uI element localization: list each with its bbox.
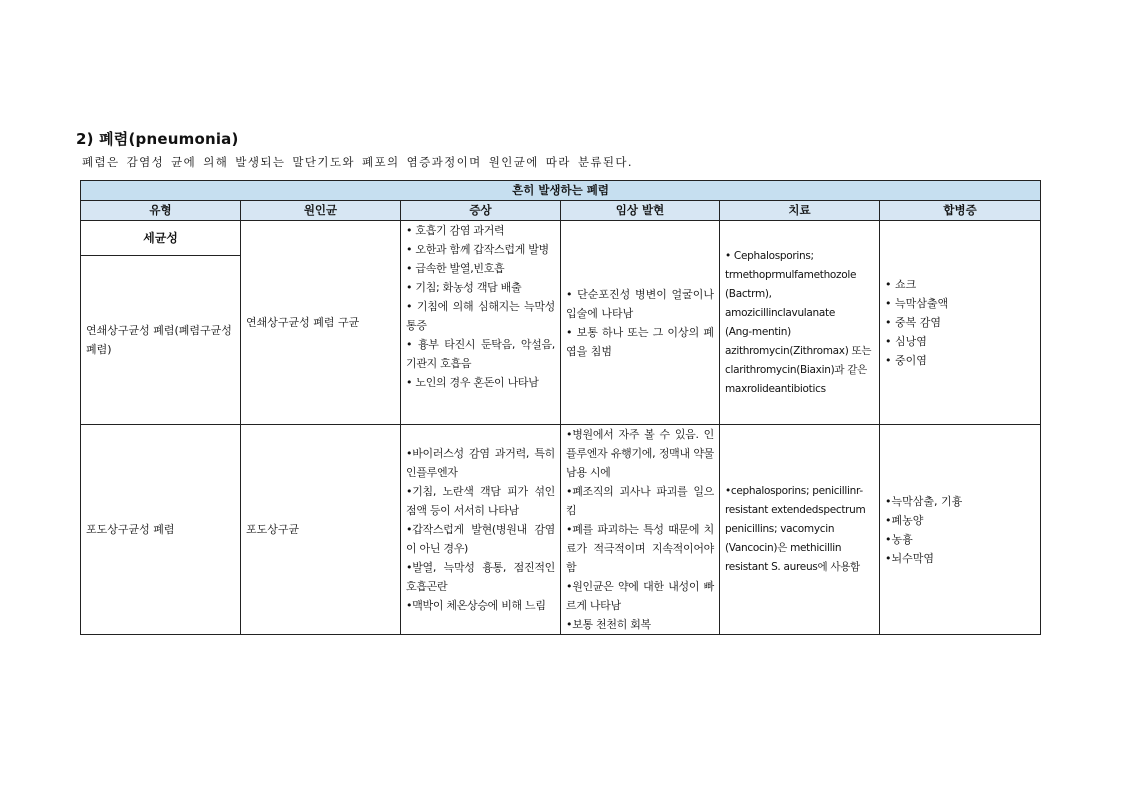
- type-text: 연쇄상구균성 폐렴(폐렴구균성폐렴): [86, 324, 232, 356]
- list-item: • 늑막삼출액: [885, 297, 949, 310]
- list-item: • 오한과 함께 갑작스럽게 발병: [406, 243, 549, 256]
- pathogen-cell: [241, 221, 401, 425]
- list-item: •병원에서 자주 볼 수 있음. 인플루엔자 유행기에, 정맥내 약물남용 시에: [566, 428, 714, 479]
- treatment-line: resistant S. aureus에 사용함: [725, 561, 860, 573]
- list-item: • 심낭염: [885, 335, 927, 348]
- column-header: 유형: [81, 201, 241, 221]
- treatment-cell: [720, 425, 880, 635]
- list-item: •맥박이 체온상승에 비해 느림: [406, 599, 546, 612]
- treatment-line: trmethoprmulfamethozole: [725, 268, 857, 281]
- list-item: •늑막삼출, 기흉: [885, 494, 963, 508]
- list-item: •발열, 늑막성 흉통, 점진적인 호흡곤란: [406, 561, 555, 593]
- treatment-line: (Bactrm),: [725, 287, 772, 300]
- list-item: • 기침; 화농성 객담 배출: [406, 281, 522, 294]
- list-item: •기침, 노란색 객담 피가 섞인 점액 등이 서서히 나타남: [406, 485, 555, 517]
- section-intro: 폐렴은 감염성 균에 의해 발생되는 말단기도와 폐포의 염증과정이며 원인균에 따라 분류된다.: [82, 155, 633, 169]
- column-header: 치료: [720, 201, 880, 221]
- treatment-line: penicillins; vacomycin: [725, 523, 835, 535]
- pneumonia-table: [80, 180, 1041, 635]
- pathogen-text: 포도상구균: [246, 523, 300, 536]
- treatment-line: clarithromycin(Biaxin)과 같은: [725, 363, 867, 376]
- treatment-line: •cephalosporins; penicillinr-: [725, 485, 863, 497]
- treatment-line: (Ang-mentin): [725, 325, 791, 338]
- group-label: 세균성: [81, 221, 241, 256]
- table-row: [81, 221, 1041, 256]
- treatment-line: (Vancocin)은 methicillin: [725, 542, 842, 554]
- complications-cell: [880, 221, 1041, 425]
- list-item: •폐조직의 괴사나 파괴를 일으킴: [566, 485, 714, 517]
- list-item: •보통 천천히 회복: [566, 618, 651, 631]
- clinical-cell: [561, 221, 720, 425]
- type-cell: [81, 256, 241, 425]
- type-cell: [81, 425, 241, 635]
- symptoms-cell: [401, 221, 561, 425]
- pathogen-cell: [241, 425, 401, 635]
- type-text: 포도상구균성 폐렴: [86, 523, 175, 536]
- list-item: • 흉부 타진시 둔탁음, 악설음, 기관지 호흡음: [406, 338, 555, 370]
- list-item: •폐농양: [885, 513, 924, 527]
- list-item: • 중이염: [885, 354, 927, 367]
- list-item: • 호흡기 감염 과거력: [406, 224, 505, 237]
- treatment-line: resistant extendedspectrum: [725, 504, 866, 516]
- section-heading: 2) 폐렴(pneumonia): [76, 130, 239, 148]
- pathogen-text: 연쇄상구균성 폐렴 구균: [246, 316, 360, 329]
- symptoms-cell: [401, 425, 561, 635]
- list-item: • 중복 감염: [885, 316, 941, 329]
- list-item: •갑작스럽게 발현(병원내 감염이 아닌 경우): [406, 523, 555, 555]
- list-item: •뇌수막염: [885, 551, 934, 565]
- list-item: • 쇼크: [885, 278, 917, 291]
- list-item: • 급속한 발열,빈호흡: [406, 262, 505, 275]
- clinical-cell: [561, 425, 720, 635]
- complications-cell: [880, 425, 1041, 635]
- treatment-line: • Cephalosporins;: [725, 249, 814, 262]
- list-item: • 보통 하나 또는 그 이상의 폐엽을 침범: [566, 325, 714, 358]
- treatment-line: azithromycin(Zithromax) 또는: [725, 344, 872, 357]
- treatment-line: maxrolideantibiotics: [725, 382, 826, 395]
- table-row: [81, 425, 1041, 635]
- column-header: 증상: [401, 201, 561, 221]
- list-item: •원인균은 약에 대한 내성이 빠르게 나타남: [566, 580, 714, 612]
- list-item: • 기침에 의해 심해지는 늑막성 통증: [406, 300, 555, 332]
- column-header: 합병증: [880, 201, 1041, 221]
- list-item: •폐를 파괴하는 특성 때문에 치료가 적극적이며 지속적이어야 함: [566, 523, 714, 574]
- list-item: •농흉: [885, 532, 913, 546]
- treatment-line: amozicillinclavulanate: [725, 306, 836, 319]
- table-caption: 흔히 발생하는 폐렴: [81, 181, 1041, 201]
- list-item: • 단순포진성 병변이 얼굴이나 입술에 나타남: [566, 287, 714, 320]
- list-item: • 노인의 경우 혼돈이 나타남: [406, 376, 539, 389]
- column-header: 임상 발현: [561, 201, 720, 221]
- column-header: 원인균: [241, 201, 401, 221]
- table-header-row: [81, 201, 1041, 221]
- treatment-cell: [720, 221, 880, 425]
- list-item: •바이러스성 감염 과거력, 특히 인플루엔자: [406, 447, 555, 479]
